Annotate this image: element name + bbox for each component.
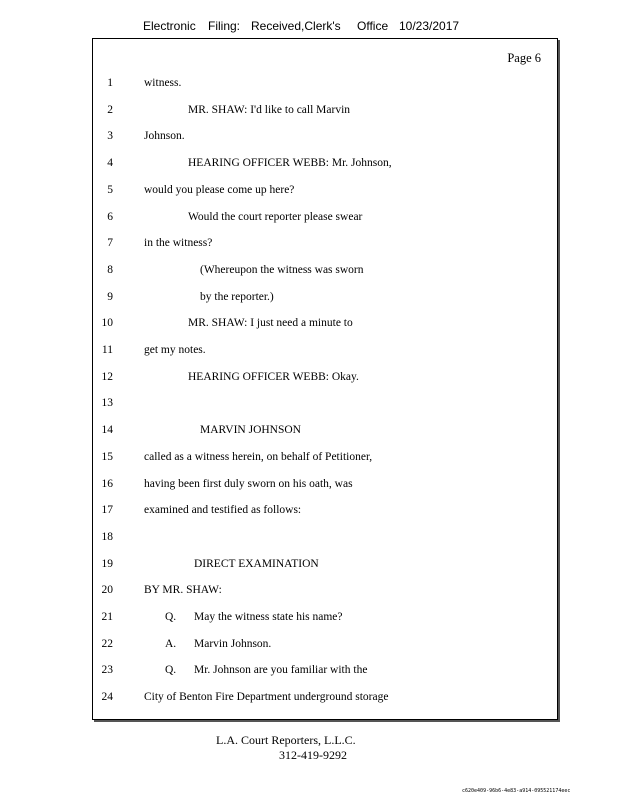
filing-stamp-date: 10/23/2017 <box>399 19 460 33</box>
line-text: Mr. Johnson are you familiar with the <box>194 664 368 677</box>
line-number: 13 <box>101 397 113 410</box>
transcript-line <box>93 691 557 709</box>
line-number: 16 <box>101 477 113 490</box>
line-text: MARVIN JOHNSON <box>200 424 301 437</box>
line-number: 24 <box>101 691 113 704</box>
reporter-phone: 312-419-9292 <box>279 748 347 762</box>
qa-marker: A. <box>165 637 177 650</box>
line-number: 3 <box>107 130 113 143</box>
line-text: HEARING OFFICER WEBB: Mr. Johnson, <box>188 157 392 170</box>
line-number: 10 <box>101 317 113 330</box>
transcript-line <box>93 237 557 255</box>
transcript-line <box>93 371 557 389</box>
line-text: DIRECT EXAMINATION <box>194 557 319 570</box>
line-text: Would the court reporter please swear <box>188 210 363 223</box>
transcript-line <box>93 291 557 309</box>
transcript-line <box>93 130 557 148</box>
line-number: 23 <box>101 664 113 677</box>
line-number: 9 <box>107 290 113 303</box>
transcript-line <box>93 104 557 122</box>
qa-marker: Q. <box>165 611 177 623</box>
line-text: having been first duly sworn on his oath, was <box>144 477 353 490</box>
line-text: called as a witness herein, on behalf of Petitioner, <box>144 450 373 463</box>
line-number: 6 <box>107 210 113 223</box>
line-text: (Whereupon the witness was sworn <box>200 263 364 276</box>
transcript-line <box>93 397 557 415</box>
page-number: Page 6 <box>507 51 541 65</box>
transcript-line <box>93 77 557 95</box>
transcript-line <box>93 157 557 175</box>
transcript-page <box>92 38 558 720</box>
transcript-line <box>93 584 557 602</box>
transcript-line <box>93 478 557 496</box>
line-text: MR. SHAW: I just need a minute to <box>188 317 353 330</box>
transcript-line <box>93 451 557 469</box>
line-text: MR. SHAW: I'd like to call Marvin <box>188 103 351 116</box>
filing-stamp-received: Received,Clerk's <box>251 19 341 33</box>
line-text: examined and testified as follows: <box>144 504 302 517</box>
reporter-company: L.A. Court Reporters, L.L.C. <box>216 733 356 747</box>
qa-marker: Q. <box>165 664 177 677</box>
transcript-line <box>93 344 557 362</box>
line-number: 14 <box>101 424 113 437</box>
line-number: 21 <box>101 611 113 623</box>
line-number: 19 <box>101 557 113 570</box>
line-number: 5 <box>107 183 113 196</box>
line-number: 17 <box>101 504 113 517</box>
line-text: Marvin Johnson. <box>194 637 272 650</box>
transcript-line <box>93 638 557 656</box>
transcript-line <box>93 611 557 629</box>
line-text: Johnson. <box>144 130 185 143</box>
filing-stamp-filing: Filing: <box>208 19 241 33</box>
filing-stamp-office: Office <box>357 19 389 33</box>
line-text: get my notes. <box>144 344 206 356</box>
line-number: 22 <box>101 637 113 650</box>
line-number: 2 <box>107 103 113 116</box>
line-text: City of Benton Fire Department underground storage <box>144 691 389 704</box>
transcript-line <box>93 558 557 576</box>
line-text: by the reporter.) <box>200 290 274 303</box>
transcript-line <box>93 264 557 282</box>
line-number: 20 <box>101 584 113 597</box>
line-text: witness. <box>144 77 182 89</box>
transcript-line <box>93 504 557 522</box>
transcript-line <box>93 184 557 202</box>
line-number: 1 <box>107 77 113 89</box>
line-text: BY MR. SHAW: <box>144 584 222 597</box>
line-number: 12 <box>101 370 113 383</box>
line-number: 7 <box>107 237 113 250</box>
filing-stamp-electronic: Electronic <box>143 19 196 33</box>
transcript-line <box>93 531 557 549</box>
line-number: 8 <box>107 263 113 276</box>
transcript-line <box>93 424 557 442</box>
transcript-line <box>93 211 557 229</box>
line-text: May the witness state his name? <box>194 611 343 623</box>
transcript-line <box>93 317 557 335</box>
line-number: 15 <box>101 450 113 463</box>
line-number: 4 <box>107 157 113 170</box>
line-text: HEARING OFFICER WEBB: Okay. <box>188 370 359 383</box>
document-id: c620e409-96b6-4e83-a914-095521174eec <box>462 788 571 794</box>
line-number: 11 <box>101 344 113 356</box>
line-number: 18 <box>101 530 113 543</box>
transcript-line <box>93 664 557 682</box>
line-text: in the witness? <box>144 237 213 250</box>
line-text: would you please come up here? <box>144 183 295 196</box>
